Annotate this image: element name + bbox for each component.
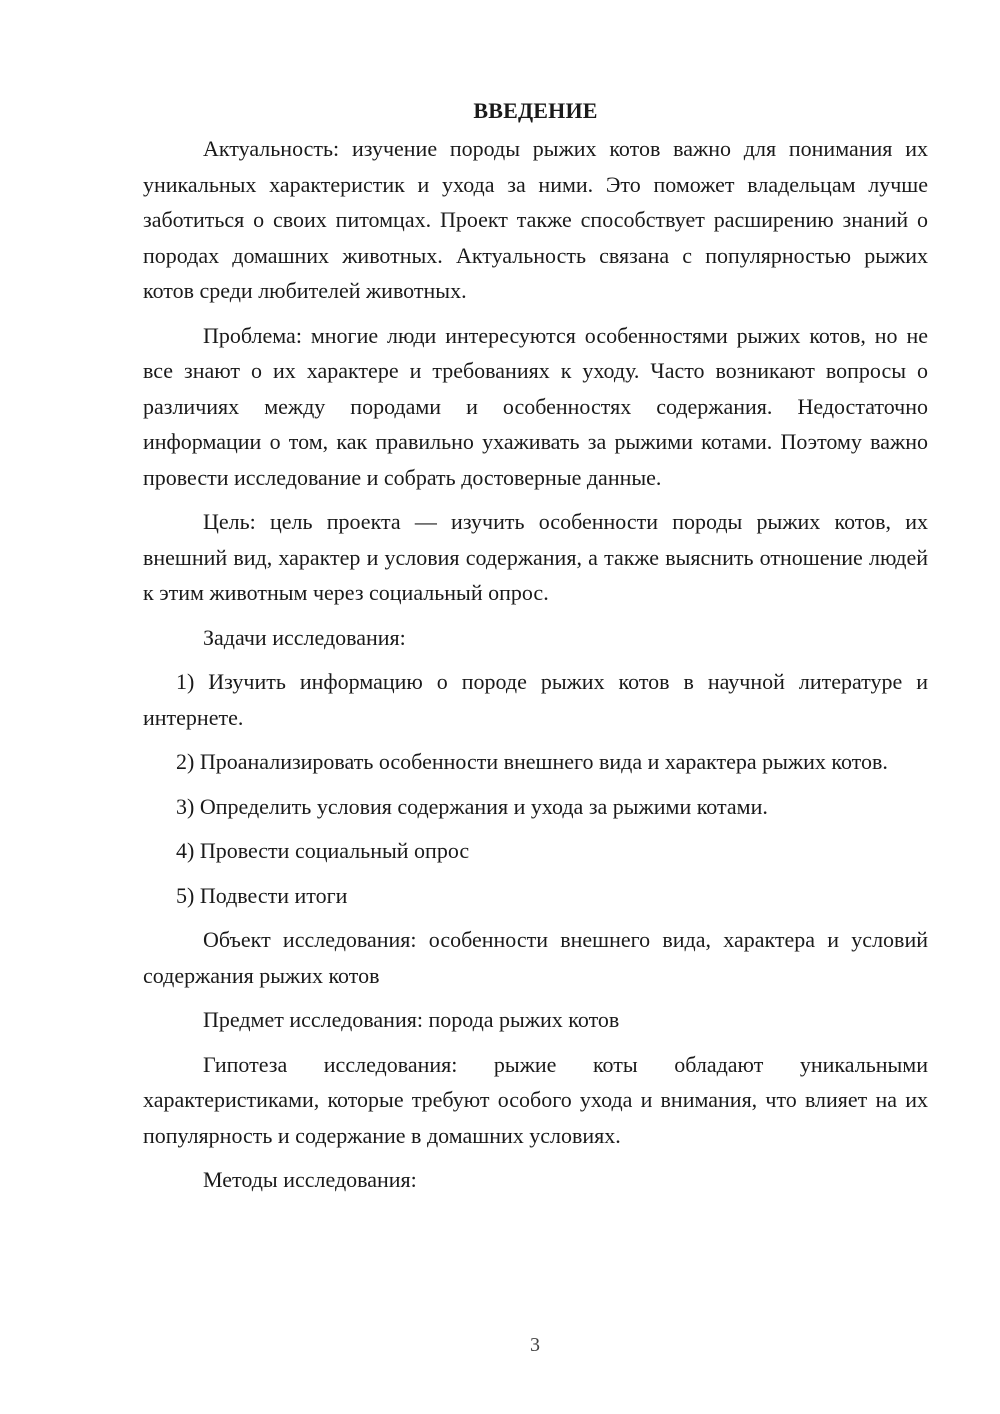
task-item-3: 3) Определить условия содержания и ухода за рыжими котами. — [176, 793, 768, 819]
object-paragraph: Объект исследования: особенности внешнего вида, характера и условий содержания рыжих котов — [143, 927, 928, 988]
methods-heading: Методы исследования: — [203, 1167, 417, 1192]
page-content — [143, 96, 928, 1207]
relevance-paragraph: Актуальность: изучение породы рыжих котов важно для понимания их уникальных характеристик и ухода за ними. Это поможет владельцам лучше заботиться о своих питомцах. Проект также способствует расширению знаний о породах домашних животных. Актуальность связана с популярностью рыжих котов среди любителей животных. — [143, 136, 928, 303]
page-number: 3 — [530, 1334, 540, 1356]
goal-paragraph: Цель: цель проекта — изучить особенности породы рыжих котов, их внешний вид, характер и условия содержания, а также выяснить отношение людей к этим животным через социальный опрос. — [143, 509, 928, 605]
hypothesis-paragraph: Гипотеза исследования: рыжие коты обладают уникальными характеристиками, которые требуют особого ухода и внимания, что влияет на их популярность и содержание в домашних условиях. — [143, 1051, 928, 1148]
subject-paragraph: Предмет исследования: порода рыжих котов — [203, 1007, 620, 1032]
task-item-2: 2) Проанализировать особенности внешнего вида и характера рыжих котов. — [176, 749, 888, 774]
problem-paragraph: Проблема: многие люди интересуются особенностями рыжих котов, но не все знают о их характере и требованиях к уходу. Часто возникают вопросы о различиях между породами и особенностях содержания. Недостаточно информации о том, как правильно ухаживать за рыжими котами. Поэтому важно провести исследование и собрать достоверные данные. — [143, 322, 928, 490]
section-title: ВВЕДЕНИЕ — [473, 98, 598, 123]
task-item-1: 1) Изучить информацию о породе рыжих котов в научной литературе и интернете. — [143, 669, 928, 730]
task-item-5: 5) Подвести итоги — [176, 882, 348, 908]
task-item-4: 4) Провести социальный опрос — [176, 838, 470, 863]
tasks-heading: Задачи исследования: — [203, 624, 406, 650]
